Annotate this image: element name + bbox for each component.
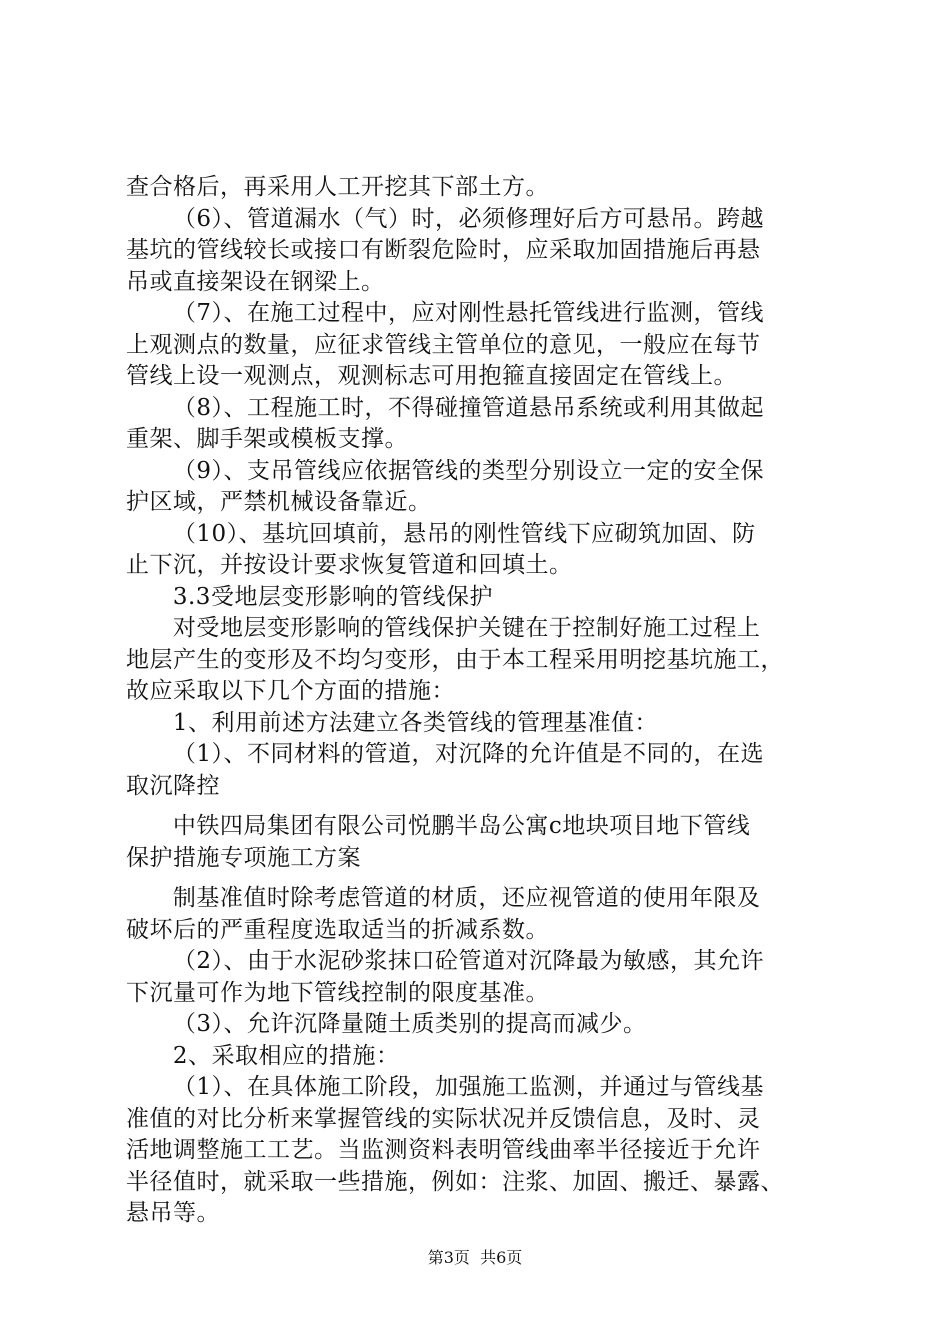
text-line: 地层产生的变形及不均匀变形，由于本工程采用明挖基坑施工， [126,646,784,673]
page-number-footer: 第3页 共6页 [427,1248,523,1267]
spacer [126,802,836,811]
section-heading: 3.3受地层变形影响的管线保护 [126,583,493,610]
header-title-line: 中铁四局集团有限公司悦鹏半岛公寓c地块项目地下管线 [126,813,751,839]
body-text [126,172,836,1230]
text-line: 半径值时，就采取一些措施，例如：注浆、加固、搬迁、暴露、 [126,1168,784,1195]
text-line: 上观测点的数量，应征求管线主管单位的意见，一般应在每节 [126,331,761,358]
text-line: 制基准值时除考虑管道的材质，还应视管道的使用年限及 [126,885,761,911]
text-line: （1）、在具体施工阶段，加强施工监测，并通过与管线基 [126,1074,764,1100]
text-line: 活地调整施工工艺。当监测资料表明管线曲率半径接近于允许 [126,1137,761,1163]
text-line: （1）、不同材料的管道，对沉降的允许值是不同的，在选 [126,741,764,767]
text-line: 破坏后的严重程度选取适当的折减系数。 [126,916,549,943]
text-line: 1、利用前述方法建立各类管线的管理基准值： [126,709,658,736]
text-line: 止下沉，并按设计要求恢复管道和回填土。 [126,552,573,578]
text-line: 准值的对比分析来掌握管线的实际状况并反馈信息，及时、灵 [126,1105,761,1132]
text-line: （7）、在施工过程中，应对刚性悬托管线进行监测，管线 [126,300,764,326]
text-line: （3）、允许沉降量随土质类别的提高而减少。 [126,1011,647,1037]
text-line: 故应采取以下几个方面的措施： [126,678,455,704]
text-line: 下沉量可作为地下管线控制的限度基准。 [126,979,549,1006]
text-line: 重架、脚手架或模板支撑。 [126,426,408,452]
text-line: 查合格后，再采用人工开挖其下部土方。 [126,174,549,200]
text-line: 基坑的管线较长或接口有断裂危险时，应采取加固措施后再悬 [126,237,761,263]
text-line: （10）、基坑回填前，悬吊的刚性管线下应砌筑加固、防 [126,520,756,547]
text-line: 护区域，严禁机械设备靠近。 [126,489,432,515]
text-line: 悬吊等。 [126,1200,220,1226]
text-line: 2、采取相应的措施： [126,1042,400,1069]
spacer [126,874,836,883]
text-line: （9）、支吊管线应依据管线的类型分别设立一定的安全保 [126,457,764,484]
text-line: （2）、由于水泥砂浆抹口砼管道对沉降最为敏感，其允许 [126,948,764,974]
text-line: （6）、管道漏水（气）时，必须修理好后方可悬吊。跨越 [126,205,764,232]
text-line: 吊或直接架设在钢梁上。 [126,268,385,295]
header-title-line: 保护措施专项施工方案 [126,844,361,871]
text-line: 取沉降控 [126,772,220,799]
text-line: 管线上设一观测点，观测标志可用抱箍直接固定在管线上。 [126,363,737,389]
text-line: （8）、工程施工时，不得碰撞管道悬吊系统或利用其做起 [126,394,764,421]
text-line: 对受地层变形影响的管线保护关键在于控制好施工过程上 [126,615,761,641]
